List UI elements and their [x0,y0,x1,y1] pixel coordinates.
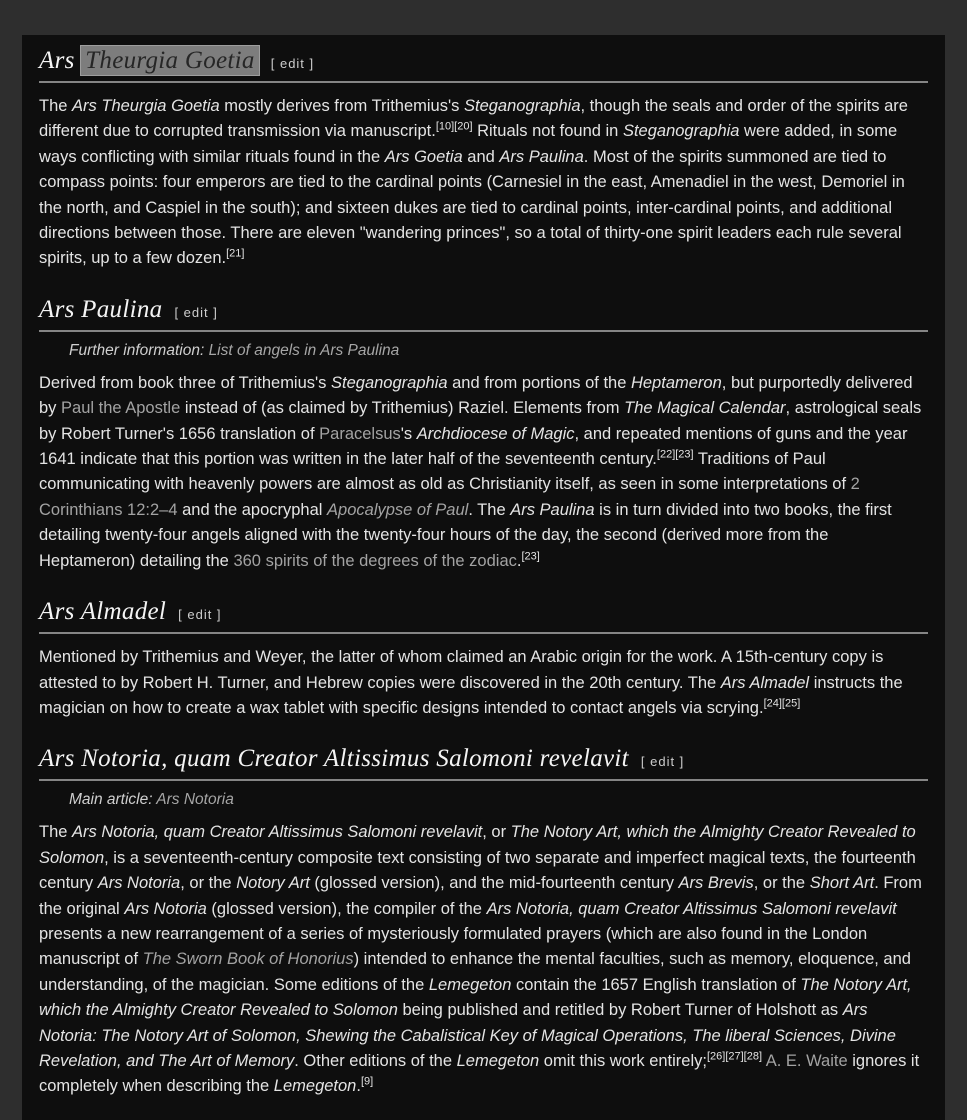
section-heading-ars-almadel [39,598,166,626]
text-run: Heptameron [630,373,722,392]
article-content [22,35,945,1120]
text-run: Further information: [69,341,209,359]
text-run: , or [482,823,511,842]
edit-section-link[interactable]: [ edit ] [270,56,315,71]
edit-section-link[interactable]: [ edit ] [640,754,685,770]
text-run: , is a seventeenth-century composite text consisting of two separate and imperfect magical texts, the fourteenth century [39,848,916,893]
text-run: Ars Almadel [720,673,810,692]
edit-section-link[interactable]: [ edit ] [178,607,222,623]
wiki-link[interactable]: A. E. Waite [765,1051,848,1070]
section-ars-almadel [39,598,928,721]
reference-link[interactable]: [24][25] [763,697,801,710]
text-run: Mentioned by Trithemius and Weyer, the latter of whom claimed an Arabic origin for the work. A 15th-century copy is attested to by Robert H. Turner, and Hebrew copies were discovered in the 20th century. The [39,648,884,692]
reference-link[interactable]: [21] [226,247,245,260]
section-heading-ars-notoria [39,745,629,773]
section-heading-row [39,745,928,781]
section-paragraph [39,820,928,1099]
text-run: Short Art [809,874,875,893]
text-run: Ars [39,47,82,74]
wiki-link[interactable]: 360 spirits of the degrees of the zodiac [233,551,517,570]
text-run: (glossed version), and the mid-fourteenth century [309,874,679,893]
text-run: Lemegeton [456,1051,540,1070]
section-ars-paulina [39,296,928,574]
text-run: contain the 1657 English translation of [511,975,801,994]
wiki-link[interactable]: The Sworn Book of Honorius [142,950,354,969]
wiki-link[interactable]: Ars Notoria [156,791,234,809]
text-run: The [39,97,73,115]
text-run: . [516,551,522,570]
text-run: presents a new rearrangement of a series of mysteriously formulated prayers (which are also found in the London manuscript of [39,924,868,969]
wiki-link[interactable]: List of angels in Ars Paulina [208,341,400,359]
wiki-link[interactable]: Apocalypse of Paul [327,500,469,519]
text-run: Rituals not found in [472,122,623,141]
text-run: The Notory Art, which the Almighty Creator Revealed to Solomon [39,823,916,867]
text-run: and [462,147,500,166]
hatnote-further-information [69,342,928,360]
text-run: , though the seals and order of the spirits are different due to corrupted transmission via manuscript. [39,97,908,141]
hatnote-main-article [69,791,928,809]
text-run: Archdiocese of Magic [416,424,575,443]
text-run: being published and retitled by Robert Turner of Holshott as [397,1001,843,1020]
text-run: . Most of the spirits summoned are tied to compass points: four emperors are tied to the cardinal points (Carnesiel in the east, Amenadiel in the west, Demoriel in the north, and Caspiel in the south); and sixteen dukes are tied to cardinal points, inter-cardinal points, and additional directions between those. There are eleven "wandering princes", so a total of thirty-one spirit leaders each rule several spirits, up to a few dozen. [39,147,905,268]
text-run: ) intended to enhance the mental faculties, such as memory, eloquence, and understanding, of the magician. Some editions of the [39,950,911,994]
text-run: and the apocryphal [177,500,328,519]
text-run: . Other editions of the [294,1051,457,1070]
text-run: . [356,1077,361,1096]
text-run: 's [400,424,417,443]
text-run: , but purportedly delivered by [39,373,913,418]
text-run: Ars Paulina [499,147,584,166]
text-run: Steganographia [331,373,448,392]
text-run: , and repeated mentions of guns and the year 1641 indicate that this portion was written in the later half of the seventeenth century. [39,424,908,469]
section-paragraph [39,645,928,721]
text-run: Main article: [69,791,157,809]
text-run: Ars Notoria [124,899,207,918]
section-heading-ars-paulina [39,296,162,324]
reference-link[interactable]: [26][27][28] [706,1050,763,1063]
text-run: Steganographia [622,122,740,141]
text-run: The [39,823,73,842]
reference-link[interactable]: [10][20] [435,120,473,133]
text-run: , or the [753,874,810,893]
text-run: . From the original [39,874,922,918]
text-run: Ars Almadel [39,598,167,626]
text-run: omit this work entirely; [539,1051,707,1070]
text-run: Traditions of Paul communicating with heavenly powers are almost as old as Christianity itself, as seen in some interpretations of [39,450,851,494]
text-run: instead of (as claimed by Trithemius) Raziel. Elements from [180,399,625,418]
text-run: Ars Notoria, quam Creator Altissimus Salomoni revelavit [486,899,897,918]
text-run: The Notory Art, which the Almighty Creator Revealed to Solomon [39,975,912,1020]
wiki-link[interactable]: Paul the Apostle [61,399,181,418]
text-run: ignores it completely when describing the [39,1051,920,1096]
text-run: . The [468,500,511,519]
wiki-link[interactable]: Paracelsus [319,424,401,443]
text-run: Derived from book three of Trithemius's [39,373,332,392]
section-paragraph [39,371,928,574]
text-run: is in turn divided into two books, the first detailing twenty-four angels aligned with the twenty-four hours of the day, the second (derived more from the Heptameron) detailing the [39,500,892,570]
text-run: were added, in some ways conflicting with similar rituals found in the [39,122,898,166]
text-run: Ars Theurgia Goetia [72,97,220,115]
text-run: Lemegeton [273,1077,357,1096]
text-run: Steganographia [463,97,581,115]
text-run: Notory Art [236,874,310,893]
edit-section-link[interactable]: [ edit ] [174,304,218,320]
section-heading-ars-theurgia-goetia [39,47,259,75]
text-run: and from portions of the [447,373,631,392]
text-run: instructs the magician on how to create a wax tablet with specific designs intended to contact angels via scrying. [39,673,903,717]
text-run: Ars Notoria [97,874,181,893]
text-run: , astrological seals by Robert Turner's 1656 translation of [39,399,922,443]
selected-text: Theurgia Goetia [81,46,259,75]
text-run: Ars Notoria: The Notory Art of Solomon, Shewing the Cabalistical Key of Magical Operations, The liberal Sciences, Divine Revelation, and The Art of Memory [39,1001,896,1070]
text-run: Ars Paulina [39,295,163,323]
text-run: Ars Paulina [510,500,595,519]
section-paragraph [39,94,928,272]
text-run: Ars Notoria, quam Creator Altissimus Salomoni revelavit [72,823,483,842]
reference-link[interactable]: [9] [360,1075,374,1088]
reference-link[interactable]: [23] [521,550,540,563]
section-heading-row [39,598,928,634]
section-ars-theurgia-goetia [39,47,928,272]
reference-link[interactable]: [22][23] [656,448,694,461]
text-run: Lemegeton [428,975,512,994]
text-run: , or the [180,874,237,893]
section-heading-row [39,47,928,83]
text-run: (glossed version), the compiler of the [206,899,487,918]
text-run: Ars Goetia [384,147,463,166]
text-run: The Magical Calendar [624,399,786,418]
text-run: Ars Notoria, quam Creator Altissimus Salomoni revelavit [39,745,629,773]
section-heading-row [39,296,928,332]
wiki-link[interactable]: 2 Corinthians 12:2–4 [39,475,860,519]
text-run: mostly derives from Trithemius's [219,97,464,115]
text-run: Ars Brevis [678,874,754,893]
section-ars-notoria [39,745,928,1099]
